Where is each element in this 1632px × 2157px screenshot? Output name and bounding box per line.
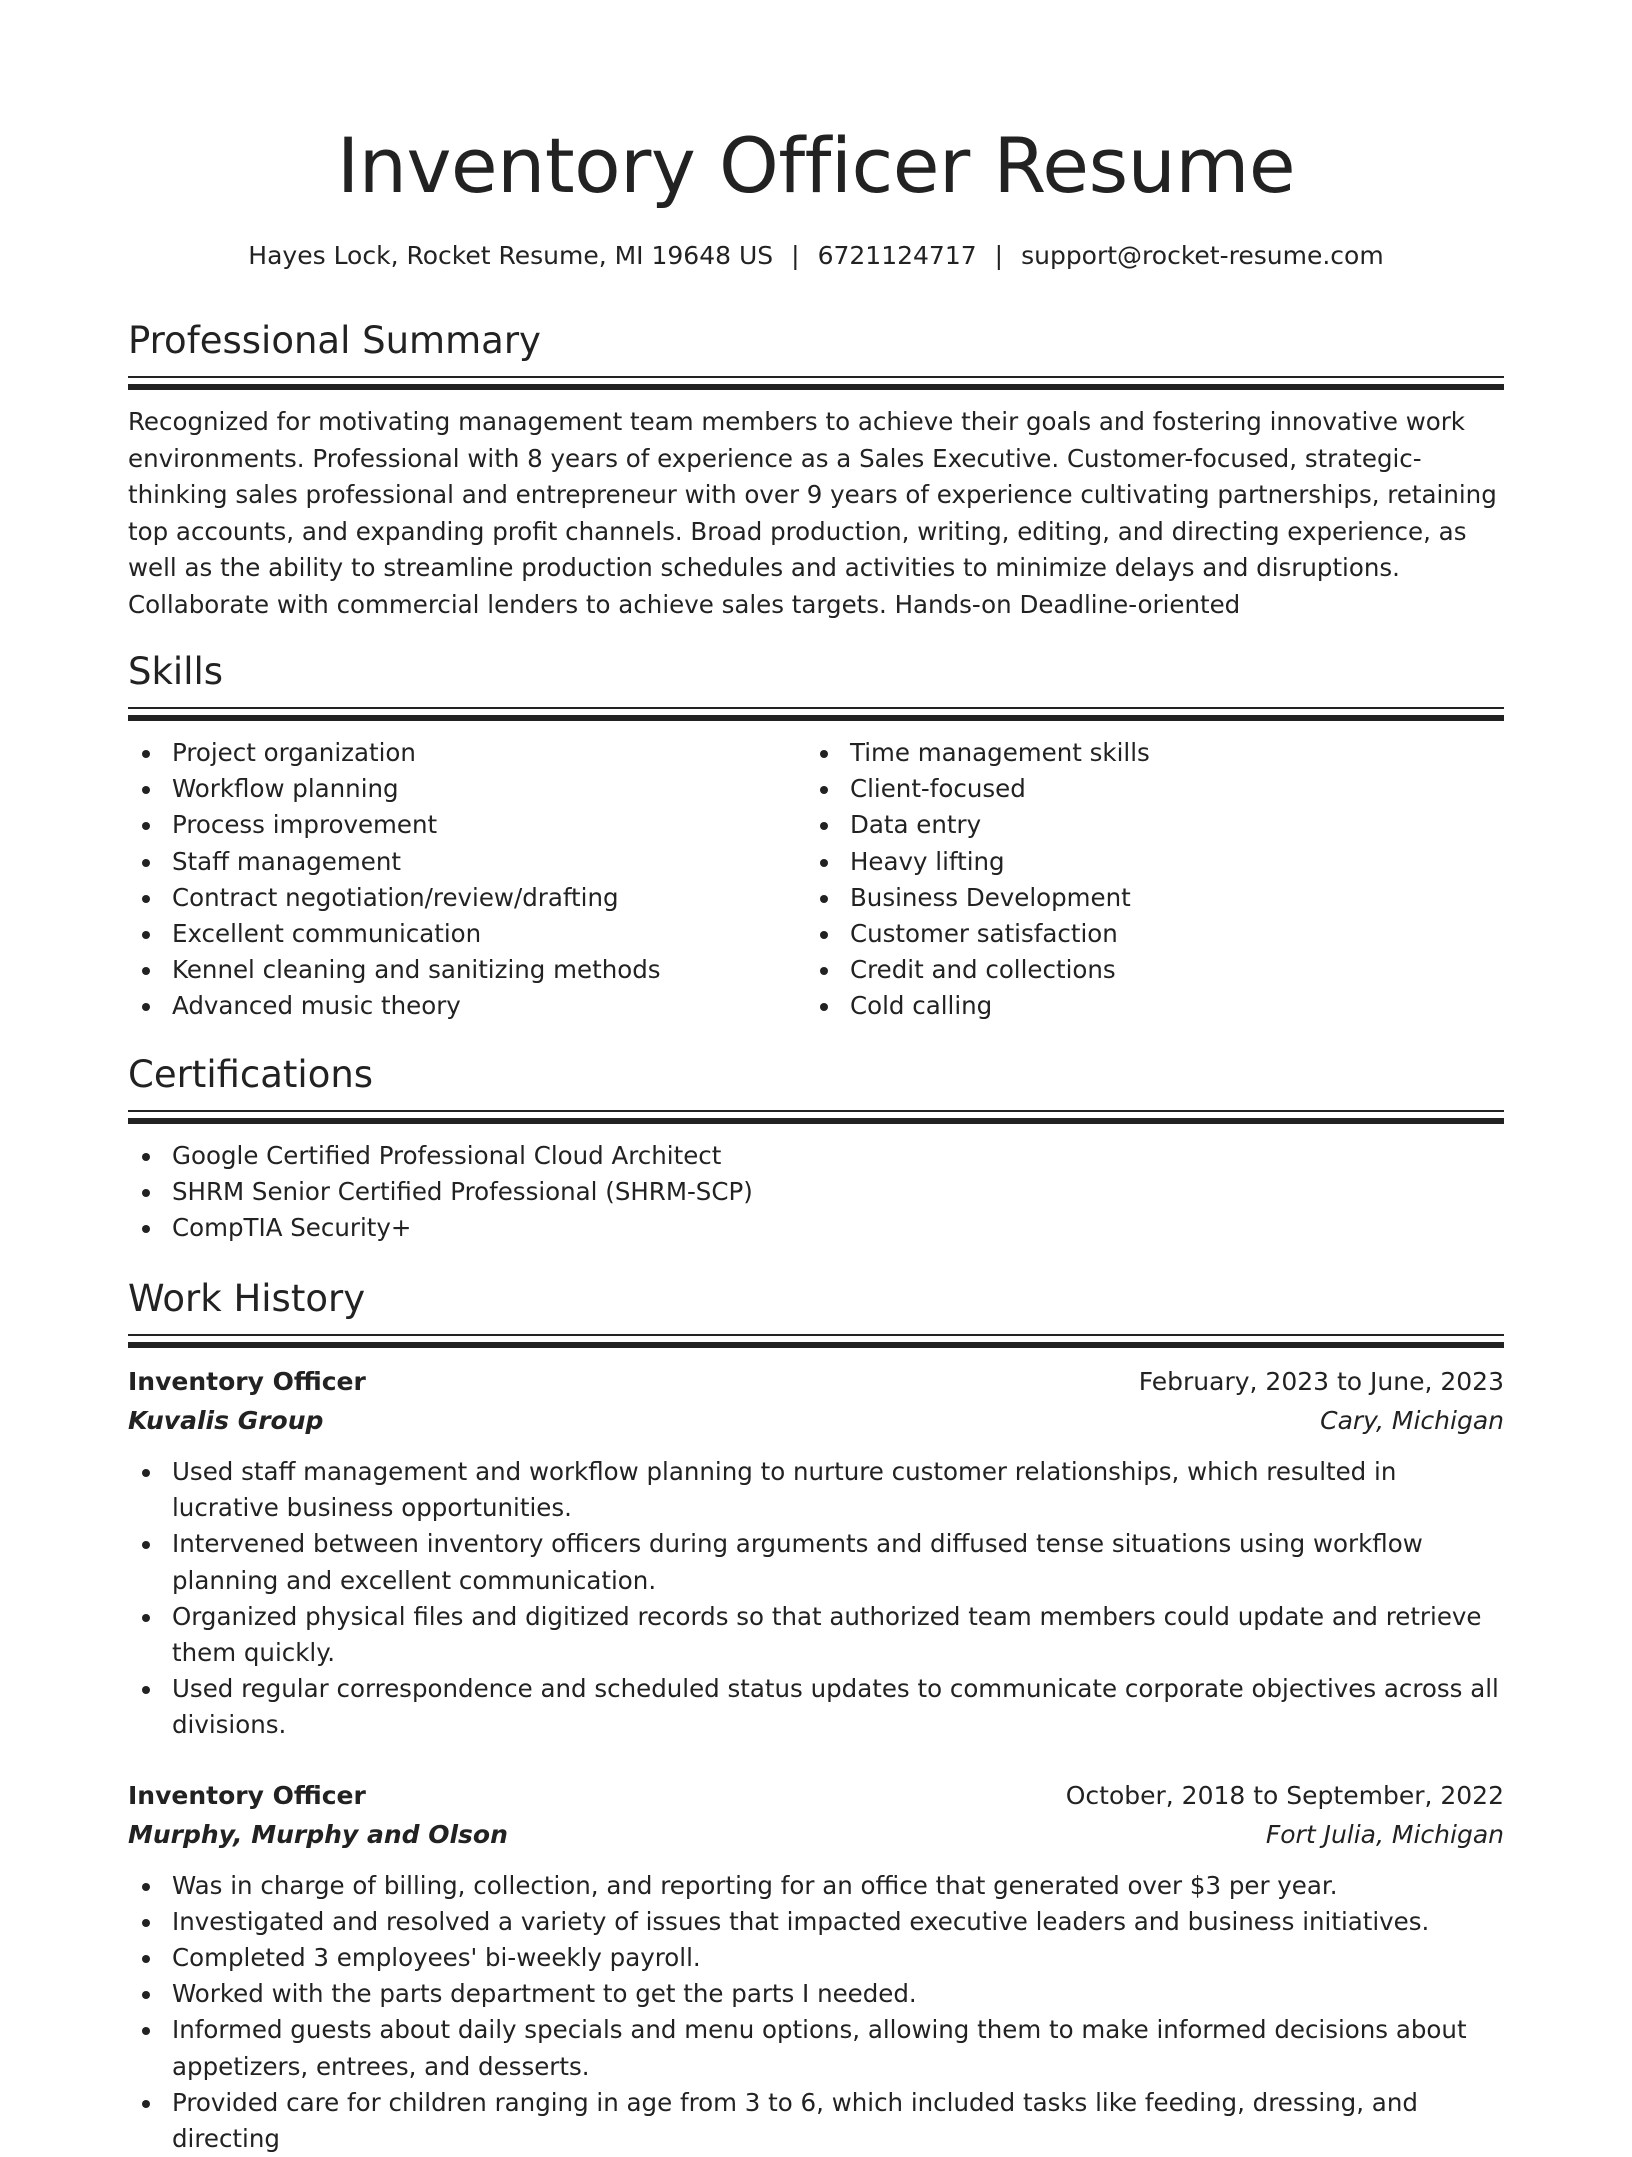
job-bullets (128, 1868, 1504, 2157)
job-bullet: Worked with the parts department to get the parts I needed. (128, 1976, 1504, 2012)
job-entry (128, 1776, 1504, 2157)
skill-item: Project organization (128, 735, 806, 771)
skill-item: Data entry (806, 807, 1484, 843)
skill-item: Time management skills (806, 735, 1484, 771)
summary-section (128, 316, 1504, 623)
job-company: Kuvalis Group (128, 1406, 324, 1435)
job-header (128, 1362, 1504, 1402)
skills-list-right (806, 735, 1484, 1025)
job-bullet: Used staff management and workflow planning to nurture customer relationships, which resulted in lucrative business opportunities. (128, 1454, 1504, 1526)
job-bullet: Investigated and resolved a variety of issues that impacted executive leaders and business initiatives. (128, 1904, 1504, 1940)
work-history-section (128, 1274, 1504, 2157)
job-bullets (128, 1454, 1504, 1744)
job-bullet: Completed 3 employees' bi-weekly payroll. (128, 1940, 1504, 1976)
skill-item: Kennel cleaning and sanitizing methods (128, 952, 806, 988)
skill-item: Process improvement (128, 807, 806, 843)
certification-item: Google Certified Professional Cloud Architect (128, 1138, 1504, 1174)
job-bullet: Used regular correspondence and scheduled status updates to communicate corporate objectives across all divisions. (128, 1671, 1504, 1743)
skill-item: Client-focused (806, 771, 1484, 807)
job-location: Cary, Michigan (1320, 1406, 1504, 1435)
job-subheader (128, 1816, 1504, 1854)
job-header (128, 1776, 1504, 1816)
section-divider (128, 1110, 1504, 1124)
certification-item: CompTIA Security+ (128, 1210, 1504, 1246)
skill-item: Cold calling (806, 988, 1484, 1024)
section-divider (128, 376, 1504, 390)
summary-heading: Professional Summary (128, 319, 541, 362)
job-bullet: Intervened between inventory officers during arguments and diffused tense situations using workflow planning and excellent communication. (128, 1526, 1504, 1598)
skill-item: Contract negotiation/review/drafting (128, 880, 806, 916)
job-bullet: Provided care for children ranging in age from 3 to 6, which included tasks like feeding, dressing, and directing (128, 2085, 1504, 2157)
job-location: Fort Julia, Michigan (1265, 1819, 1504, 1849)
skill-item: Staff management (128, 844, 806, 880)
certification-item: SHRM Senior Certified Professional (SHRM-SCP) (128, 1174, 1504, 1210)
skill-item: Excellent communication (128, 916, 806, 952)
contact-address: Hayes Lock, Rocket Resume, MI 19648 US (248, 241, 774, 270)
contact-separator: | (994, 241, 1004, 270)
summary-text: Recognized for motivating management team members to achieve their goals and fostering innovative work environments. Professional with 8 years of experience as a Sales Executive. Customer-focused, strategic-thinking sales professional and entrepreneur with over 9 years of experience cultivating partnerships, retaining top accounts, and expanding profit channels. Broad production, writing, editing, and directing experience, as well as the ability to streamline production schedules and activities to minimize delays and disruptions. Collaborate with commercial lenders to achieve sales targets. Hands-on Deadline-oriented (128, 407, 1497, 619)
skill-item: Customer satisfaction (806, 916, 1484, 952)
job-title: Inventory Officer (128, 1780, 366, 1810)
contact-phone: 6721124717 (817, 241, 977, 270)
certifications-heading: Certifications (128, 1053, 374, 1096)
skills-heading: Skills (128, 650, 224, 693)
job-subheader (128, 1402, 1504, 1440)
skill-item: Heavy lifting (806, 844, 1484, 880)
skills-list-left (128, 735, 806, 1025)
certifications-list (128, 1138, 1504, 1247)
contact-line (128, 238, 1504, 274)
job-title: Inventory Officer (128, 1367, 366, 1396)
skills-grid (128, 735, 1504, 1025)
skill-item: Credit and collections (806, 952, 1484, 988)
job-bullet: Informed guests about daily specials and menu options, allowing them to make informed decisions about appetizers, entrees, and desserts. (128, 2012, 1504, 2084)
section-divider (128, 707, 1504, 721)
section-divider (128, 1334, 1504, 1348)
job-bullet: Was in charge of billing, collection, and reporting for an office that generated over $3 per year. (128, 1868, 1504, 1904)
skill-item: Workflow planning (128, 771, 806, 807)
contact-email: support@rocket-resume.com (1021, 241, 1384, 270)
job-company: Murphy, Murphy and Olson (128, 1819, 508, 1849)
job-entry (128, 1362, 1504, 1744)
job-bullet: Organized physical files and digitized records so that authorized team members could update and retrieve them quickly. (128, 1599, 1504, 1671)
skills-section (128, 647, 1504, 1025)
resume-title: Inventory Officer Resume (336, 121, 1296, 210)
certifications-section (128, 1050, 1504, 1247)
work-history-heading: Work History (128, 1277, 366, 1320)
job-dates: February, 2023 to June, 2023 (1138, 1367, 1504, 1396)
skill-item: Advanced music theory (128, 988, 806, 1024)
skill-item: Business Development (806, 880, 1484, 916)
job-dates: October, 2018 to September, 2022 (1065, 1780, 1504, 1810)
contact-separator: | (791, 241, 800, 270)
